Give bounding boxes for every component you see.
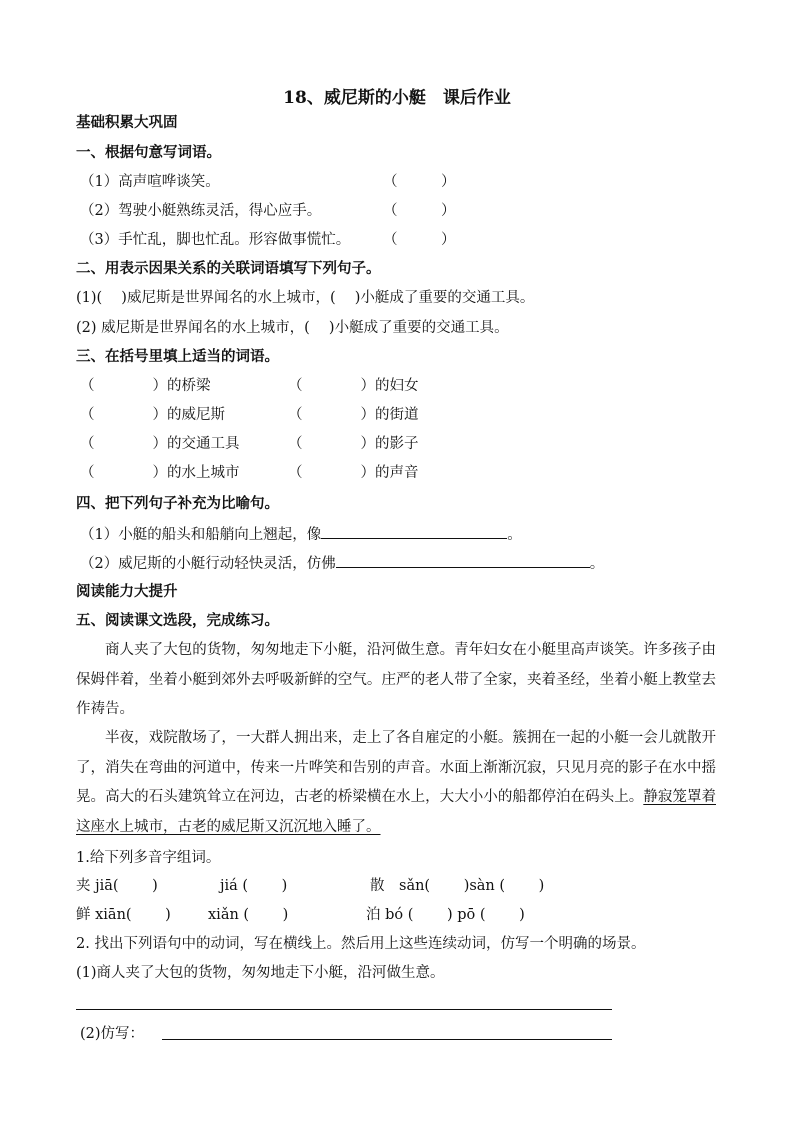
section-reading-heading: 阅读能力大提升	[76, 583, 178, 600]
q4-item-2-end: 。	[589, 556, 605, 572]
q1-item-1: （1）高声喧哗谈笑。	[80, 174, 220, 190]
q4-item-1	[80, 523, 522, 545]
q4-item-2-text: （2）威尼斯的小艇行动轻快灵活，仿佛	[80, 556, 336, 572]
reading-underlined-sentence: 静寂笼罩着这座水上城市，古老的威尼斯又沉沉地入睡了。	[76, 789, 716, 835]
q4-heading: 四、把下列句子补充为比喻句。	[76, 495, 279, 512]
q3-row-3-right: （ ）的影子	[288, 436, 419, 452]
q4-item-2-answer-line[interactable]	[336, 552, 590, 568]
poly-xian2: xiǎn ( )	[208, 907, 289, 923]
q4-item-1-end: 。	[507, 527, 522, 543]
poly-san: 散 sǎn( )sàn ( )	[370, 878, 545, 894]
q3-row-2-left: （ ）的威尼斯	[80, 407, 225, 423]
q1-heading: 一、根据句意写词语。	[76, 144, 221, 161]
q3-row-1-left: （ ）的桥梁	[80, 378, 211, 394]
q2-item-1: (1)( )威尼斯是世界闻名的水上城市，( )小艇成了重要的交通工具。	[76, 290, 535, 306]
q4-item-1-answer-line[interactable]	[321, 523, 507, 539]
poly-bo: 泊 bó ( ) pō ( )	[366, 907, 525, 923]
q5-imitation-answer-line[interactable]	[162, 1039, 612, 1040]
q1-item-1-blank[interactable]: （ ）	[383, 174, 456, 190]
q3-row-4-left: （ ）的水上城市	[80, 465, 240, 481]
section-basic-heading: 基础积累大巩固	[76, 114, 178, 131]
poly-xian: 鲜 xiān( )	[76, 907, 171, 923]
q1-item-3: （3）手忙乱，脚也忙乱。形容做事慌忙。	[80, 232, 351, 248]
q1-item-2: （2）驾驶小艇熟练灵活，得心应手。	[80, 203, 322, 219]
q3-row-2-right: （ ）的街道	[288, 407, 419, 423]
q4-item-2	[80, 552, 604, 574]
q5-sub2-answer-line[interactable]	[76, 1009, 612, 1010]
q5-sub2-item-1: (1)商人夹了大包的货物，匆匆地走下小艇，沿河做生意。	[76, 965, 445, 981]
q2-item-2: (2) 威尼斯是世界闻名的水上城市，( )小艇成了重要的交通工具。	[76, 320, 509, 336]
poly-jia2: jiá ( )	[220, 878, 288, 894]
page-title: 18、威尼斯的小艇 课后作业	[283, 88, 511, 108]
q5-sub2-heading: 2. 找出下列语句中的动词，写在横线上。然后用上这些连续动词，仿写一个明确的场景。	[76, 936, 646, 952]
reading-paragraph-2-text: 半夜，戏院散场了，一大群人拥出来，走上了各自雇定的小艇。簇拥在一起的小艇一会儿就散开了，消失在弯曲的河道中，传来一片哗笑和告别的声音。水面上渐渐沉寂，只见月亮的影子在水中摇晃。高大的石头建筑耸立在河边，古老的桥梁横在水上，大大小小的船都停泊在码头上。	[76, 730, 716, 805]
q2-heading: 二、用表示因果关系的关联词语填写下列句子。	[76, 260, 381, 277]
reading-paragraph-1: 商人夹了大包的货物，匆匆地走下小艇，沿河做生意。青年妇女在小艇里高声谈笑。许多孩子由保姆伴着，坐着小艇到郊外去呼吸新鲜的空气。庄严的老人带了全家，夹着圣经，坐着小艇上教堂去作祷告。	[76, 642, 716, 717]
q3-heading: 三、在括号里填上适当的词语。	[76, 348, 279, 365]
q3-row-3-left: （ ）的交通工具	[80, 436, 240, 452]
q5-heading: 五、阅读课文选段，完成练习。	[76, 612, 279, 629]
q3-row-4-right: （ ）的声音	[288, 465, 419, 481]
q1-item-2-blank[interactable]: （ ）	[383, 203, 456, 219]
poly-jia: 夹 jiā( )	[76, 878, 158, 894]
reading-paragraph-2	[76, 724, 716, 842]
q5-sub2-item-2-label: (2)仿写：	[80, 1026, 145, 1042]
q5-sub1-heading: 1.给下列多音字组词。	[76, 850, 221, 866]
q3-row-1-right: （ ）的妇女	[288, 378, 419, 394]
q4-item-1-text: （1）小艇的船头和船艄向上翘起，像	[80, 527, 322, 543]
q1-item-3-blank[interactable]: （ ）	[383, 232, 456, 248]
